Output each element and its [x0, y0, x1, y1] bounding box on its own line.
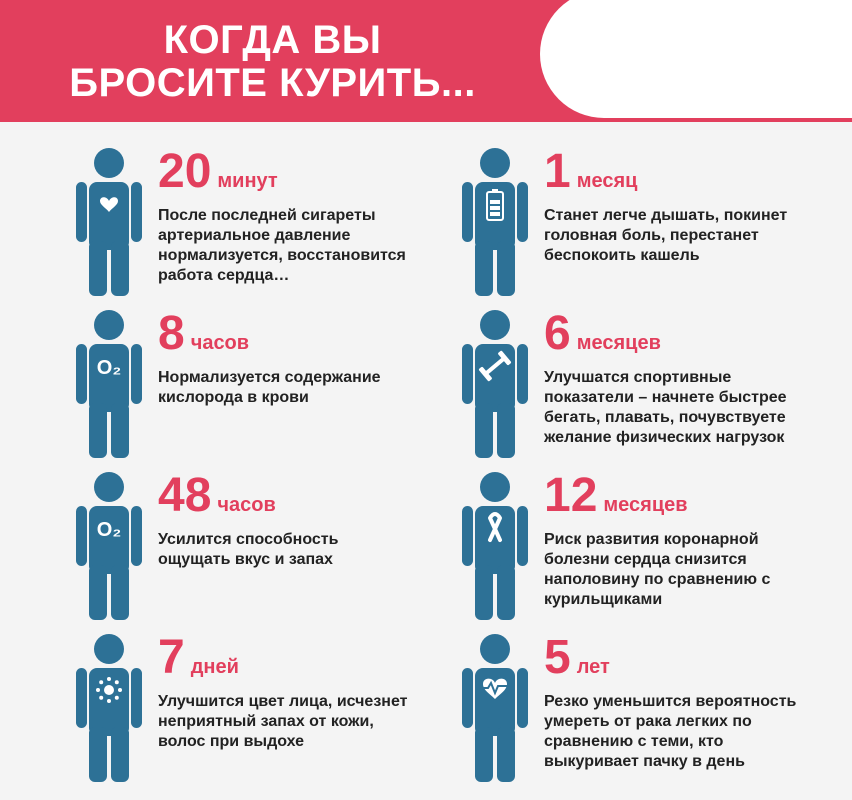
time-value: 12 месяцев: [544, 469, 688, 522]
description: Улучшится цвет лица, исчезнет неприятный запах от кожи, волос при выдохе: [158, 693, 408, 750]
time-value: 1 месяц: [544, 145, 638, 198]
page-title-line1: КОГДА ВЫ: [163, 18, 382, 62]
time-value: 5 лет: [544, 631, 610, 684]
header-white-shape: [540, 0, 852, 118]
header-banner: [0, 0, 852, 122]
sun-icon: [96, 677, 122, 703]
time-value: 8 часов: [158, 307, 250, 360]
person-figure: [76, 632, 142, 784]
o2-icon: O₂: [96, 357, 122, 379]
description: Улучшатся спортивные показатели – начнете быстрее бегать, плавать, почувствуете желание физических нагрузок: [544, 369, 787, 446]
person-figure: [76, 146, 142, 298]
timeline-item-48-hours: [76, 470, 476, 630]
time-value: 20 минут: [158, 145, 278, 198]
o2-icon: O₂: [96, 519, 122, 541]
timeline-item-12-months: [462, 470, 852, 630]
description: Нормализуется содержание кислорода в крови: [158, 369, 381, 406]
description: Резко уменьшится вероятность умереть от рака легких по сравнению с теми, кто выкуривает пачку в день: [544, 693, 797, 770]
person-figure: [462, 470, 528, 622]
time-value: 7 дней: [158, 631, 239, 684]
timeline-item-6-months: [462, 308, 852, 468]
person-figure: [462, 308, 528, 460]
person-figure: [462, 632, 528, 784]
timeline-item-1-month: [462, 146, 852, 306]
timeline-item-7-days: [76, 632, 476, 792]
timeline-item-8-hours: [76, 308, 476, 468]
description: Станет легче дышать, покинет головная боль, перестанет беспокоить кашель: [544, 207, 788, 264]
description: После последней сигареты артериальное давление нормализуется, восстановится работа сердца…: [158, 207, 406, 284]
person-figure: [462, 146, 528, 298]
time-value: 48 часов: [158, 469, 276, 522]
time-value: 6 месяцев: [544, 307, 661, 360]
description: Усилится способность ощущать вкус и запах: [158, 531, 339, 568]
page-title-line2: БРОСИТЕ КУРИТЬ...: [69, 61, 476, 105]
description: Риск развития коронарной болезни сердца снизится наполовину по сравнению с курильщиками: [544, 531, 771, 608]
timeline-item-20-minutes: [76, 146, 476, 306]
timeline-item-5-years: [462, 632, 852, 792]
person-figure: [76, 308, 142, 460]
person-figure: [76, 470, 142, 622]
